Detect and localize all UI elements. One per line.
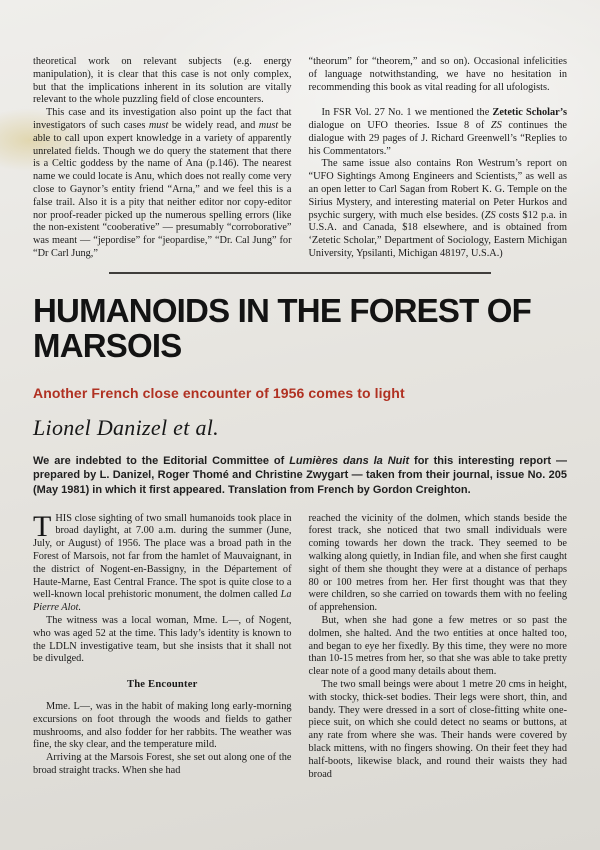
paragraph: reached the vicinity of the dolmen, which stands beside the forest track, she noticed that two small individuals were coming towards her down the track. They seemed to be walking along quietly, in Indian file, and when she first caught sight of them she thought they were at a distance of perhaps 80 or 100 metres from her. Her first thought was that they were children, so she carried on towards them with no feeling of apprehension.	[308, 512, 567, 614]
paragraph: Arriving at the Marsois Forest, she set out along one of the broad straight tracks. When she had	[33, 752, 292, 776]
article-headline: HUMANOIDS IN THE FOREST OF MARSOIS	[33, 291, 532, 364]
paragraph: But, when she had gone a few metres or so past the dolmen, she halted. And the two entities at once halted too, and began to eye her fixedly. By this time, they were no more than 10-15 metres from her, so that she was able to take pretty clear note of a good many details about them.	[308, 615, 567, 678]
paragraph: The same issue also contains Ron Westrum’s report on “UFO Sightings Among Engineers and Scientists,” as well as an open letter to Carl Sagan from Robert K. G. Temple on the Sirius Mystery, and interesting material on Peter Hurkos and psychic surgery, with much else besides. (ZS costs $12 p.a. in U.S.A. and Canada, $18 elsewhere, and is obtained from ‘Zetetic Scholar,” Department of Sociology, Eastern Michigan University, Ypsilanti, Michigan 48197, U.S.A.)	[308, 158, 567, 259]
top-right-column	[309, 56, 568, 261]
top-continuation-section	[33, 56, 567, 261]
paragraph: The witness was a local woman, Mme. L—, of Nogent, who was aged 52 at the time. This lady’s identity is known to the LDLN investigative team, but she insists that it shall not be divulged.	[33, 615, 292, 665]
section-divider-rule	[109, 272, 491, 274]
paragraph: “theorum” for “theorem,” and so on). Occasional infelicities of language notwithstanding, we have no hesitation in recommending this book as vital reading for all ufologists.	[308, 56, 567, 93]
body-left-column	[33, 509, 292, 782]
article-subtitle: Another French close encounter of 1956 comes to light	[33, 384, 405, 401]
paragraph: theoretical work on relevant subjects (e.g. energy manipulation), it is clear that this case is not only complex, but that the implications inherent in its solution are vitally relevant to the whole puzzling field of close encounters.	[33, 56, 292, 106]
top-left-column	[33, 56, 292, 261]
article-byline: Lionel Danizel et al.	[33, 414, 219, 440]
paragraph: Mme. L—, was in the habit of making long early-morning excursions on foot through the woods and fields to gather mushrooms, and also fodder for her rabbits. The weather was fine, the sky clear, and the temperature mild.	[33, 701, 292, 751]
article-body	[33, 509, 567, 782]
paragraph: In FSR Vol. 27 No. 1 we mentioned the Zetetic Scholar’s dialogue on UFO theories. Issue 8 of ZS continues the dialogue with 29 pages of J. Richard Greenwell’s “Replies to his Commentators.”	[308, 107, 567, 157]
lead-paragraph	[33, 509, 292, 615]
section-heading: The Encounter	[126, 679, 198, 691]
paragraph: This case and its investigation also point up the fact that investigators of such cases must be widely read, and must be able to call upon expert knowledge in a variety of apparently unrelated fields. Though we do query the statement that there is a Celtic goddess by the name of Ana (p.146). The nearest name we could locate is Anu, which does not really come very close to Gaynor’s entity friend “Arna,” and we feel this is a false trail. Also it is a pity that neither editor nor copy-editor nor proof-reader picked up the numerous spelling errors (like the non-existent “cooberative” — presumably “corroborative” was meant — “jepordise” for “jeopardise,” “Dr. Cal Jung” for “Dr Carl Jung,”	[33, 107, 292, 259]
body-right-column	[309, 513, 568, 782]
drop-cap: T	[33, 509, 52, 543]
paragraph: The two small beings were about 1 metre 20 cms in height, with stocky, thick-set bodies. Their legs were short, thin, and bandy. They were dressed in a sort of close-fitting white one-piece suit, on which she could detect no seams or buttons, at any rate from where she was. Their hands were covered by black mittens, with no fingers showing. On their feet they had half-boots, likewise black, and round their waists they had broad	[308, 679, 567, 780]
editorial-note: We are indebted to the Editorial Committee of Lumières dans la Nuit for this interesting report — prepared by L. Danizel, Roger Thomé and Christine Zwygart — taken from their journal, issue No. 205 (May 1981) in which it first appeared. Translation from French by Gordon Creighton.	[33, 454, 567, 497]
lead-paragraph-text: HIS close sighting of two small humanoids took place in broad daylight, at 7.00 a.m. during the summer (June, July, or August) of 1956. The place was a broad path in the Forest of Marsois, not far from the hamlet of Mauvaignant, in the district of Nogent-en-Bassigny, in the Département of Haute-Marne, East Central France. The spot is quite close to a well-known local prehistoric monument, the dolmen called La Pierre Alot.	[33, 512, 292, 614]
